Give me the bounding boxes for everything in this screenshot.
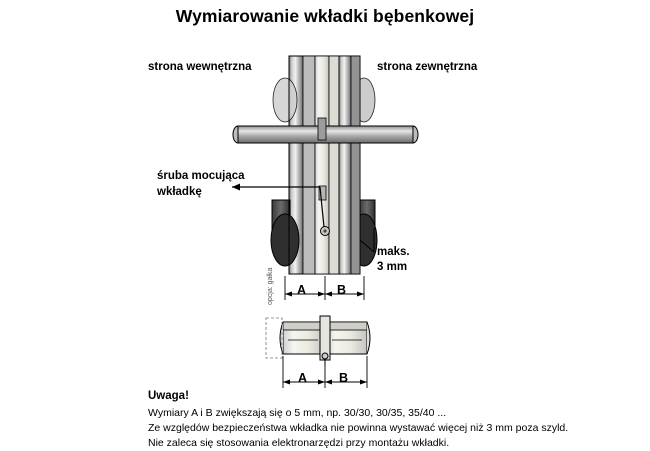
note-heading: Uwaga! [148,390,189,402]
label-inner-side: strona wewnętrzna [148,61,252,73]
note-body [148,406,618,451]
page-title: Wymiarowanie wkładki bębenkowej [175,6,475,26]
label-screw-line1: śruba mocująca [157,170,245,182]
dim-letter-a-top: A [297,283,307,297]
note-line-3: Nie zaleca się stosowania elektronarzędzi przy montażu wkładki. [148,437,450,449]
dim-letter-b-top: B [337,283,347,297]
note-line-2: Ze względów bezpieczeństwa wkładka nie powinna wystawać więcej niż 3 mm poza szyld. [148,422,569,434]
cylinder-front-view [233,56,418,274]
dimension-line-bottom [283,356,367,388]
cylinder-plan-view [280,316,370,366]
label-knob-option: opcja: gałka [267,267,274,305]
note-line-1: Wymiary A i B zwiększają się o 5 mm, np. 30/30, 30/35, 35/40 ... [148,407,447,419]
label-screw-line2: wkładkę [157,186,202,198]
label-outer-side: strona zewnętrzna [377,61,478,73]
label-max-line1: maks. [377,246,410,258]
dim-letter-a-bottom: A [298,371,308,385]
dim-letter-b-bottom: B [339,371,349,385]
dimension-line-top [285,276,364,300]
label-max-line2: 3 mm [377,261,408,273]
